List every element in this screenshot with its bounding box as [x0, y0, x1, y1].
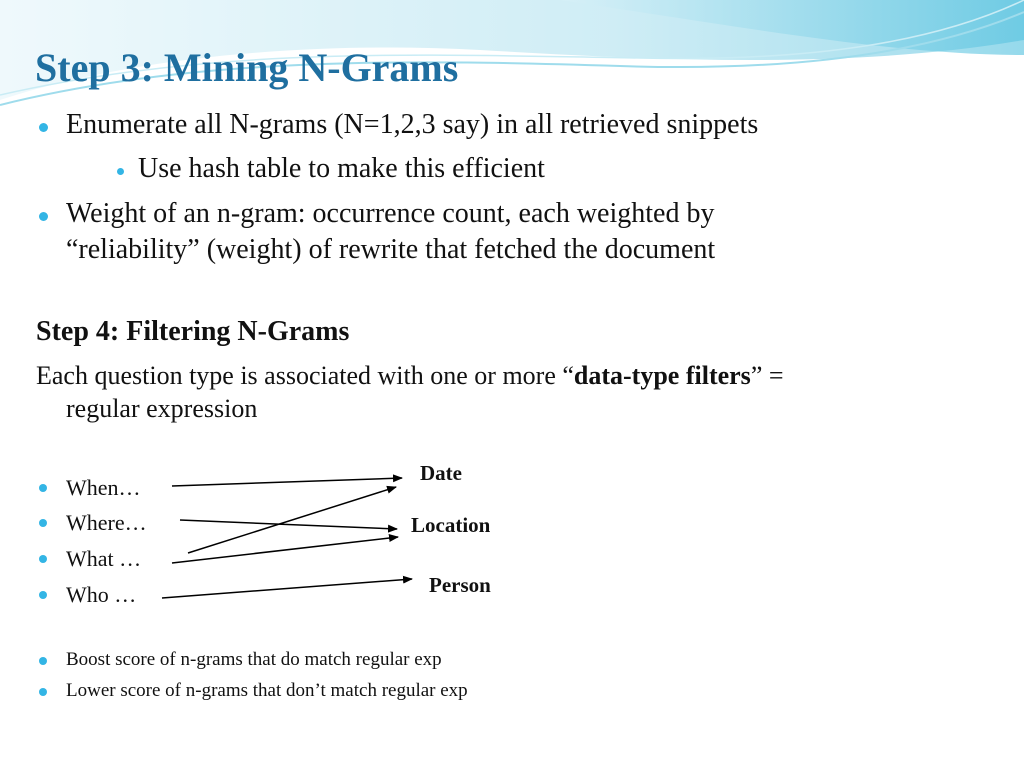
bullet-dot — [39, 688, 47, 696]
type-location: Location — [411, 513, 491, 537]
step4-paragraph-line2: regular expression — [66, 394, 258, 423]
arrow-who-to-person — [162, 579, 412, 598]
sub-bullet-hash-table: Use hash table to make this efficient — [138, 153, 545, 184]
bullet-weight-line2: “reliability” (weight) of rewrite that fetched the document — [66, 234, 716, 265]
bullet-dot — [39, 657, 47, 665]
bullet-lower-score: Lower score of n-grams that don’t match regular exp — [66, 680, 468, 701]
para-text: ” = — [750, 361, 784, 390]
question-where: Where… — [66, 510, 147, 535]
arrow-what-to-location — [172, 537, 398, 563]
para-text: Each question type is associated with one or more “ — [36, 361, 574, 390]
arrow-what-to-date — [188, 487, 396, 553]
question-what: What … — [66, 546, 142, 571]
bullet-weight-line1: Weight of an n-gram: occurrence count, each weighted by — [66, 198, 715, 229]
slide-title: Step 3: Mining N-Grams — [35, 45, 459, 90]
bullet-enumerate: Enumerate all N-grams (N=1,2,3 say) in all retrieved snippets — [66, 109, 759, 140]
type-person: Person — [429, 573, 491, 597]
bullet-boost-score: Boost score of n-grams that do match regular exp — [66, 649, 442, 670]
arrow-when-to-date — [172, 478, 402, 486]
question-when: When… — [66, 475, 141, 500]
step4-heading: Step 4: Filtering N-Grams — [36, 316, 350, 347]
question-who: Who … — [66, 582, 137, 607]
type-date: Date — [420, 461, 462, 485]
para-bold-term: data-type filters — [573, 361, 751, 390]
